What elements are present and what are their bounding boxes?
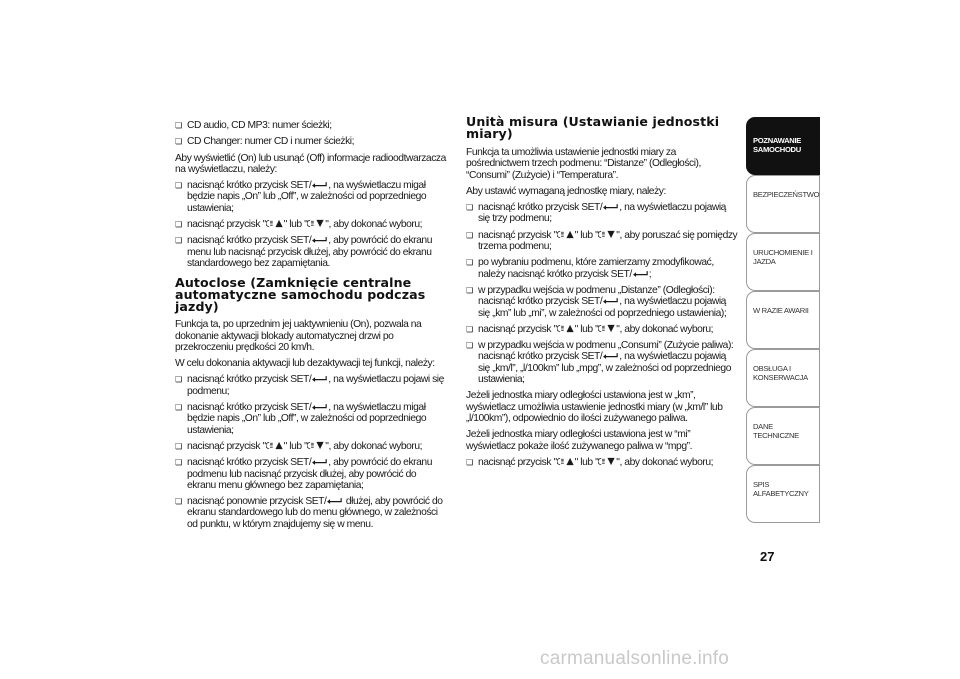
list-item: ❏ w przypadku wejścia w podmenu „Consumi” (Zużycie paliwa): nacisnąć krótko przycisk SET/ , na wyświetlaczu pojawią się „km/l”, „l/100km” lub „mpg”, w zależności od poprzedniego ustawienia; — [466, 340, 738, 385]
list-item: ❏ nacisnąć przycisk " " lub " ", aby dokonać wyboru; — [466, 457, 738, 468]
paragraph: W celu dokonania aktywacji lub dezaktywacji tej funkcji, należy: — [175, 358, 435, 370]
paragraph: Aby wyświetlić (On) lub usunąć (Off) informacje radioodtwarzacza na wyświetlaczu, należy: — [175, 152, 446, 175]
chapter-tabs — [746, 117, 820, 523]
list-item: ❏ nacisnąć przycisk " " lub " ", aby dokonać wyboru; — [175, 219, 447, 230]
paragraph: Aby ustawić wymaganą jednostkę miary, należy: — [466, 185, 666, 197]
watermark-text: carmanualsonline.info — [540, 648, 730, 669]
return-arrow-icon — [311, 403, 328, 411]
tab-spis-alfabetyczny[interactable]: SPIS ALFABETYCZNY — [746, 465, 820, 523]
list-item: ❏ CD Changer: numer CD i numer ścieżki; — [175, 136, 447, 147]
list-item: ❏ nacisnąć krótko przycisk SET/ , na wyświetlaczu migał będzie napis „On” lub „Off”, w zależności od poprzedniego ustawienia; — [175, 402, 447, 436]
list-item: ❏ nacisnąć krótko przycisk SET/ , aby powrócić do ekranu menu lub nacisnąć przycisk dłużej, aby powrócić do ekranu standardowego bez zapamiętania. — [175, 235, 447, 269]
light-down-triangle-icon — [307, 441, 325, 450]
list-item: ❏ CD audio, CD MP3: numer ścieżki; — [175, 120, 447, 131]
light-down-triangle-icon — [307, 219, 325, 228]
light-up-triangle-icon — [557, 457, 575, 466]
page-number: 27 — [760, 549, 775, 564]
section-heading: Autoclose (Zamknięcie centralne automatyczne samochodu podczas jazdy) — [175, 275, 426, 315]
tab-dane-techniczne[interactable]: DANE TECHNICZNE — [746, 407, 820, 465]
tab-poznawanie-samochodu[interactable]: POZNAWANIE SAMOCHODU — [746, 117, 820, 175]
return-arrow-icon — [602, 297, 619, 305]
return-arrow-icon — [602, 352, 619, 360]
list-item: ❏ nacisnąć ponownie przycisk SET/ dłużej, aby powrócić do ekranu standardowego lub do menu głównego, w zależności od punktu, w którym znajdujemy się w menu. — [175, 496, 447, 530]
return-arrow-icon — [311, 458, 328, 466]
light-up-triangle-icon — [266, 441, 284, 450]
tab-bezpieczenstwo[interactable]: BEZPIECZEŃSTWO — [746, 175, 820, 233]
light-down-triangle-icon — [598, 324, 616, 333]
return-arrow-icon — [311, 181, 328, 189]
return-arrow-icon — [311, 375, 328, 383]
right-column — [466, 116, 738, 473]
list-item: ❏ nacisnąć przycisk " " lub " ", aby dokonać wyboru; — [175, 441, 447, 452]
tab-w-razie-awarii[interactable]: W RAZIE AWARII — [746, 291, 820, 349]
list-item: ❏ w przypadku wejścia w podmenu „Distanze” (Odległości): nacisnąć krótko przycisk SET/ , na wyświetlaczu pojawią się „km” lub „mi”, w zależności od poprzedniego ustawienia); — [466, 285, 738, 319]
return-arrow-icon — [326, 497, 343, 505]
list-item: ❏ nacisnąć krótko przycisk SET/ , na wyświetlaczu pojawi się podmenu; — [175, 374, 447, 397]
return-arrow-icon — [602, 203, 619, 211]
section-heading: Unità misura (Ustawianie jednostki miary) — [466, 114, 720, 141]
paragraph: Funkcja ta, po uprzednim jej uaktywnieniu (On), pozwala na dokonanie aktywacji blokady automatycznej drzwi po przekroczeniu prędkości 20 km/h. — [175, 319, 422, 353]
list-item: ❏ nacisnąć przycisk " " lub " ", aby dokonać wyboru; — [466, 324, 738, 335]
list-item: ❏ nacisnąć przycisk " " lub " ", aby poruszać się pomiędzy trzema podmenu; — [466, 230, 738, 253]
light-down-triangle-icon — [598, 457, 616, 466]
light-down-triangle-icon — [598, 230, 616, 239]
light-up-triangle-icon — [557, 324, 575, 333]
paragraph: Funkcja ta umożliwia ustawienie jednostki miary za pośrednictwem trzech podmenu: “Distanze” (Odległości), “Consumi” (Zużycie) i “Temperatura”. — [466, 147, 701, 181]
list-item: ❏ nacisnąć krótko przycisk SET/ , aby powrócić do ekranu podmenu lub nacisnąć przycisk dłużej, aby powrócić do ekranu menu głównego bez zapamiętania; — [175, 457, 447, 491]
list-item: ❏ nacisnąć krótko przycisk SET/ , na wyświetlaczu migał będzie napis „On” lub „Off”, w zależności od poprzedniego ustawienia; — [175, 180, 447, 214]
list-item: ❏ po wybraniu podmenu, które zamierzamy zmodyfikować, należy nacisnąć krótko przycisk SET/ ; — [466, 257, 738, 280]
left-column — [175, 120, 447, 535]
paragraph: Jeżeli jednostka miary odległości ustawiona jest w “mi” wyświetlacz pokaże ilość zużywanego paliwa w “mpg”. — [466, 429, 692, 452]
return-arrow-icon — [311, 236, 328, 244]
return-arrow-icon — [632, 270, 649, 278]
light-up-triangle-icon — [266, 219, 284, 228]
list-item: ❏ nacisnąć krótko przycisk SET/ , na wyświetlaczu pojawią się trzy podmenu; — [466, 202, 738, 225]
tab-obsluga-i-konserwacja[interactable]: OBSŁUGA I KONSERWACJA — [746, 349, 820, 407]
paragraph: Jeżeli jednostka miary odległości ustawiona jest w „km”, wyświetlacz umożliwia ustawienie jednostki miary (w „km/l” lub „l/100km”), odpowiednio do ilości zużywanego paliwa. — [466, 390, 723, 424]
light-up-triangle-icon — [557, 230, 575, 239]
tab-uruchomienie-i-jazda[interactable]: URUCHOMIENIE I JAZDA — [746, 233, 820, 291]
